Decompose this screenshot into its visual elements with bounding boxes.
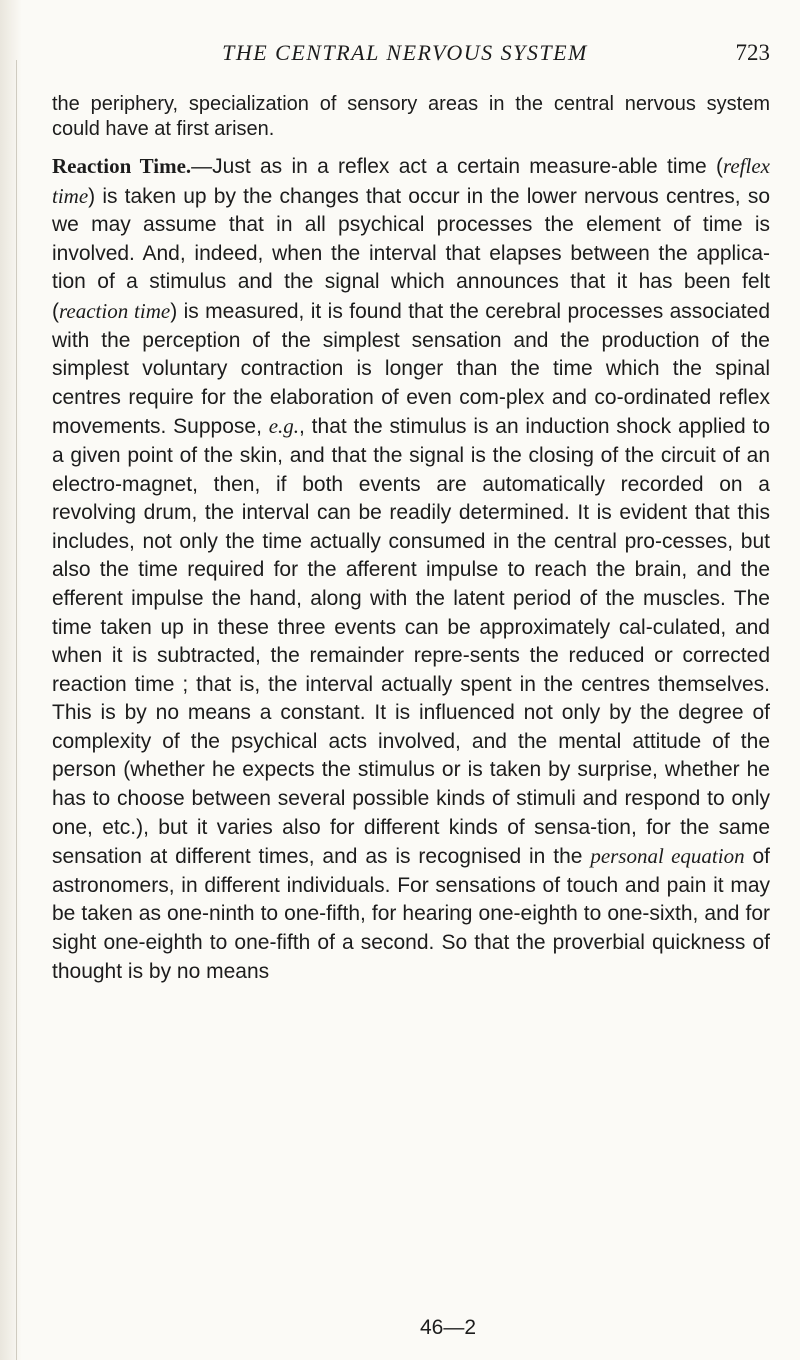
running-head: THE CENTRAL NERVOUS SYSTEM bbox=[222, 40, 588, 65]
opening-paragraph bbox=[52, 92, 770, 142]
paragraph-text bbox=[52, 152, 770, 986]
page-gutter bbox=[0, 0, 22, 1360]
page-number: 723 bbox=[735, 40, 770, 65]
text-run: —Just as in a reflex act a certain measure-able time ( bbox=[191, 155, 723, 178]
reaction-time-paragraph bbox=[52, 152, 770, 986]
italic-term: e.g. bbox=[268, 414, 300, 439]
section-heading: Reaction Time. bbox=[52, 154, 192, 178]
italic-term: reaction time bbox=[59, 298, 171, 323]
italic-term: reflex time bbox=[52, 154, 770, 208]
opening-text: the periphery, specialization of sensory areas in the central nervous system could have at first arisen. bbox=[52, 93, 770, 140]
italic-term: personal equation bbox=[590, 844, 745, 869]
printer-signature: 46—2 bbox=[420, 1316, 477, 1339]
text-run: ) is measured, it is found that the cerebral processes associated with the perception of the simplest sensation and the production of the simplest voluntary contraction is longer than the time which the spinal centres require for the elaboration of even com-plex and co-ordinated reflex movements. Suppose, bbox=[52, 299, 771, 439]
text-run: , that the stimulus is an induction shock applied to a given point of the skin, and that the signal is the closing of the circuit of an electro-magnet, then, if both events are automatically recorded on a revolving drum, the interval can be readily determined. It is evident that this includes, not only the time actually consumed in the central pro-cesses, but also the time required for the afferent impulse to reach the brain, and the efferent impulse the hand, along with the latent period of the muscles. The time taken up in these three events can be approximately cal-culated, and when it is subtracted, the remainder repre-sents the reduced or corrected reaction time ; that is, the interval actually spent in the centres themselves. This is by no means a constant. It is influenced not only by the degree of complexity of the psychical acts involved, and the mental attitude of the person (whether he expects the stimulus or is taken by surprise, whether he has to choose between several possible kinds of stimuli and respond to only one, etc.), but it varies also for different kinds of sensa-tion, for the same sensation at different times, and as is recognised in the bbox=[52, 415, 770, 869]
gutter-crease bbox=[16, 60, 17, 1360]
text-run: ) is taken up by the changes that occur in the lower nervous centres, so we may assume that in all psychical processes the element of time is involved. And, indeed, when the interval that elapses between the applica-tion of a stimulus and the signal which announces that it has been felt ( bbox=[52, 184, 770, 323]
text-run: of astronomers, in different individuals. For sensations of touch and pain it may be taken as one-ninth to one-fifth, for hearing one-eighth to one-sixth, and for sight one-eighth to one-fifth of a second. So that the proverbial quickness of thought is by no means bbox=[52, 845, 770, 983]
page-header bbox=[40, 38, 770, 74]
